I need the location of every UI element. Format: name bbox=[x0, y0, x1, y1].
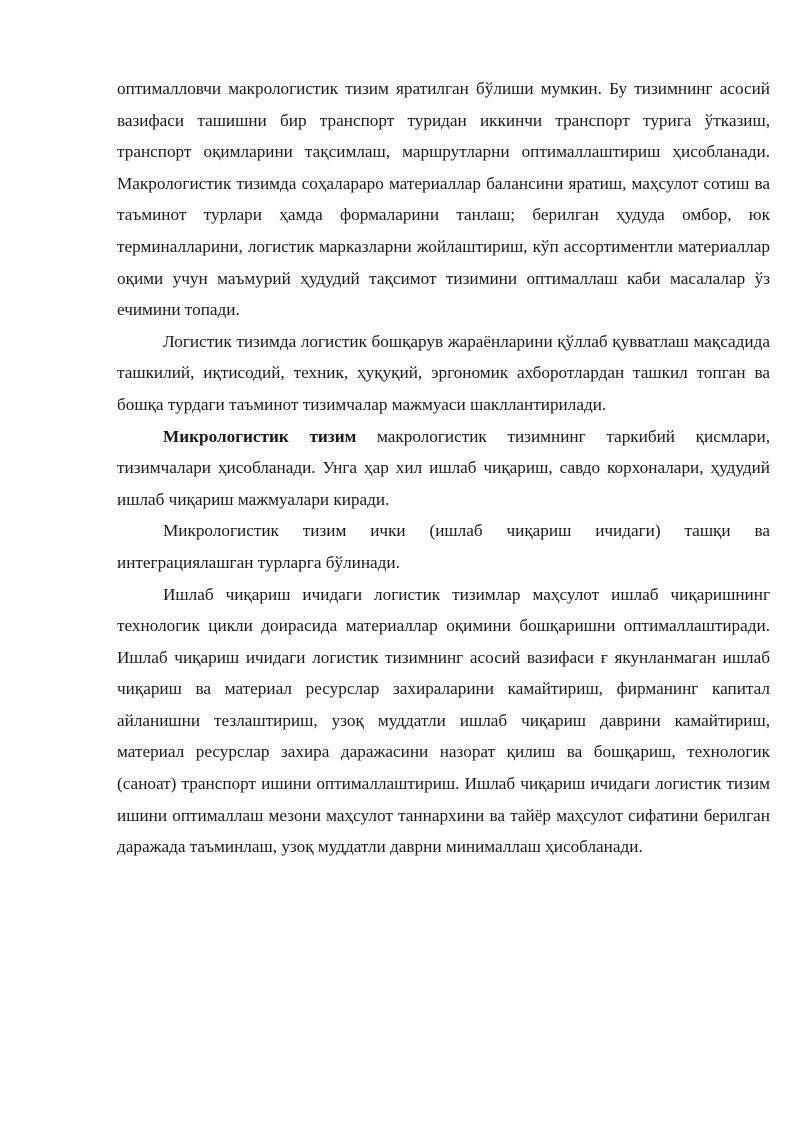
paragraph-micrologistics-definition bbox=[117, 421, 770, 516]
paragraph-logistics-support: Логистик тизимда логистик бошқарув жараёнларини қўллаб қувватлаш мақсадида ташкилий, иқтисодий, техник, ҳуқуқий, эргономик ахборотлардан ташкил топган ва бошқа турдаги таъминот тизимчалар мажмуаси шакллантирилади. bbox=[117, 331, 770, 414]
term-micrologistics-system: Микрологистик тизим bbox=[163, 426, 357, 446]
paragraph-in-production-logistics: Ишлаб чиқариш ичидаги логистик тизимлар маҳсулот ишлаб чиқаришнинг технологик цикли доирасида материаллар оқимини бошқаришни оптималлаштиради. Ишлаб чиқариш ичидаги логистик тизимнинг асосий вазифаси ғ якунланмаган ишлаб чиқариш ва материал ресурслар захираларини камайтириш, фирманинг капитал айланишни тезлаштириш, узоқ муддатли ишлаб чиқариш даврини камайтириш, материал ресурслар захира даражасини назорат қилиш ва бошқариш, технологик (саноат) транспорт ишини оптималлаштириш. Ишлаб чиқариш ичидаги логистик тизим ишини оптималлаш мезони маҳсулот таннархини ва тайёр маҳсулот сифатини берилган даражада таъминлаш, узоқ муддатли даврни минималлаш ҳисобланади. bbox=[117, 584, 770, 857]
paragraph-micrologistics-definition-text: макрологистик тизимнинг таркибий қисмлари, тизимчалари ҳисобланади. Унга ҳар хил ишлаб чиқариш, савдо корхоналари, ҳудудий ишлаб чиқариш мажмуалари киради. bbox=[117, 426, 770, 509]
document-page bbox=[117, 73, 770, 863]
paragraph-macrologistics-continuation: оптималловчи макрологистик тизим яратилган бўлиши мумкин. Бу тизимнинг асосий вазифаси ташишни бир транспорт туридан иккинчи транспорт турига ўтказиш, транспорт оқимларини тақсимлаш, маршрутларни оптималлаштириш ҳисобланади. Макрологистик тизимда соҳалараро материаллар балансини яратиш, маҳсулот сотиш ва таъминот турлари ҳамда формаларини танлаш; берилган ҳудуда омбор, юк терминалларини, логистик марказларни жойлаштириш, кўп ассортиментли материаллар оқими учун маъмурий ҳудудий тақсимот тизимини оптималлаш каби масалалар ўз ечимини топади. bbox=[117, 79, 770, 320]
paragraph-micrologistics-types: Микрологистик тизим ички (ишлаб чиқариш ичидаги) ташқи ва интеграциялашган турларга бўлинади. bbox=[117, 521, 770, 572]
